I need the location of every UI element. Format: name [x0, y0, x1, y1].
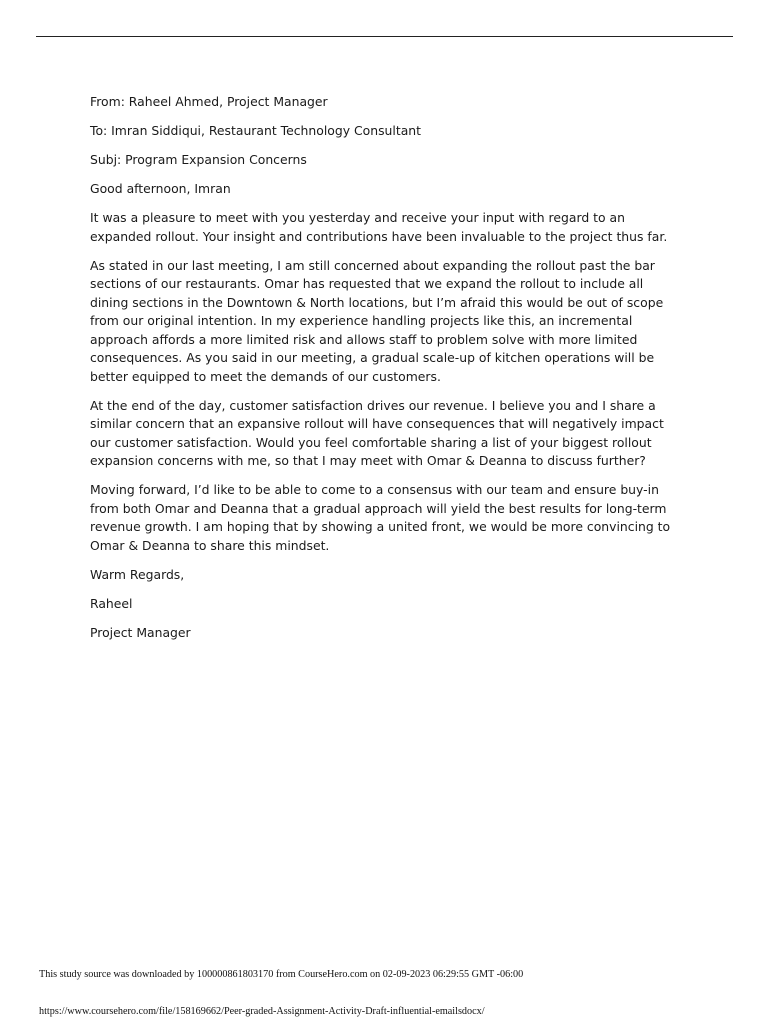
signature-title: Project Manager — [90, 624, 191, 640]
body-paragraph: Moving forward, I’d like to be able to come to a consensus with our team and ensure buy-in from both Omar and Deanna that a gradual approach will yield the best results for long-term revenue growth. I am hoping that by showing a united front, we would be more convincing to Omar & Deanna to share this mindset. — [90, 482, 671, 553]
body-paragraph: It was a pleasure to meet with you yesterday and receive your input with regard to an expanded rollout. Your insight and contributions have been invaluable to the project thus far. — [90, 210, 668, 244]
body-paragraph: As stated in our last meeting, I am still concerned about expanding the rollout past the bar sections of our restaurants. Omar has requested that we expand the rollout to include all dining sections in the Downtown & North locations, but I’m afraid this would be out of scope from our original intention. In my experience handling projects like this, an incremental approach affords a more limited risk and allows staff to problem solve with more limited consequences. As you said in our meeting, a gradual scale-up of kitchen operations will be better equipped to meet the demands of our customers. — [90, 257, 664, 384]
email-letter — [90, 93, 680, 653]
subject-line: Subj: Program Expansion Concerns — [90, 152, 307, 167]
greeting: Good afternoon, Imran — [90, 181, 231, 196]
closing: Warm Regards, — [90, 566, 185, 582]
page-top-rule — [36, 36, 733, 37]
download-source-note: This study source was downloaded by 100000861803170 from CourseHero.com on 02-09-2023 06:29:55 GMT -06:00 — [39, 969, 524, 980]
from-line: From: Raheel Ahmed, Project Manager — [90, 94, 328, 109]
signature-name: Raheel — [90, 595, 133, 611]
source-url: https://www.coursehero.com/file/158169662/Peer-graded-Assignment-Activity-Draft-influential-emailsdocx/ — [39, 1006, 485, 1017]
body-paragraph: At the end of the day, customer satisfaction drives our revenue. I believe you and I share a similar concern that an expansive rollout will have consequences that will negatively impact our customer satisfaction. Would you feel comfortable sharing a list of your biggest rollout expansion concerns with me, so that I may meet with Omar & Deanna to discuss further? — [90, 397, 664, 468]
to-line: To: Imran Siddiqui, Restaurant Technology Consultant — [90, 123, 421, 138]
